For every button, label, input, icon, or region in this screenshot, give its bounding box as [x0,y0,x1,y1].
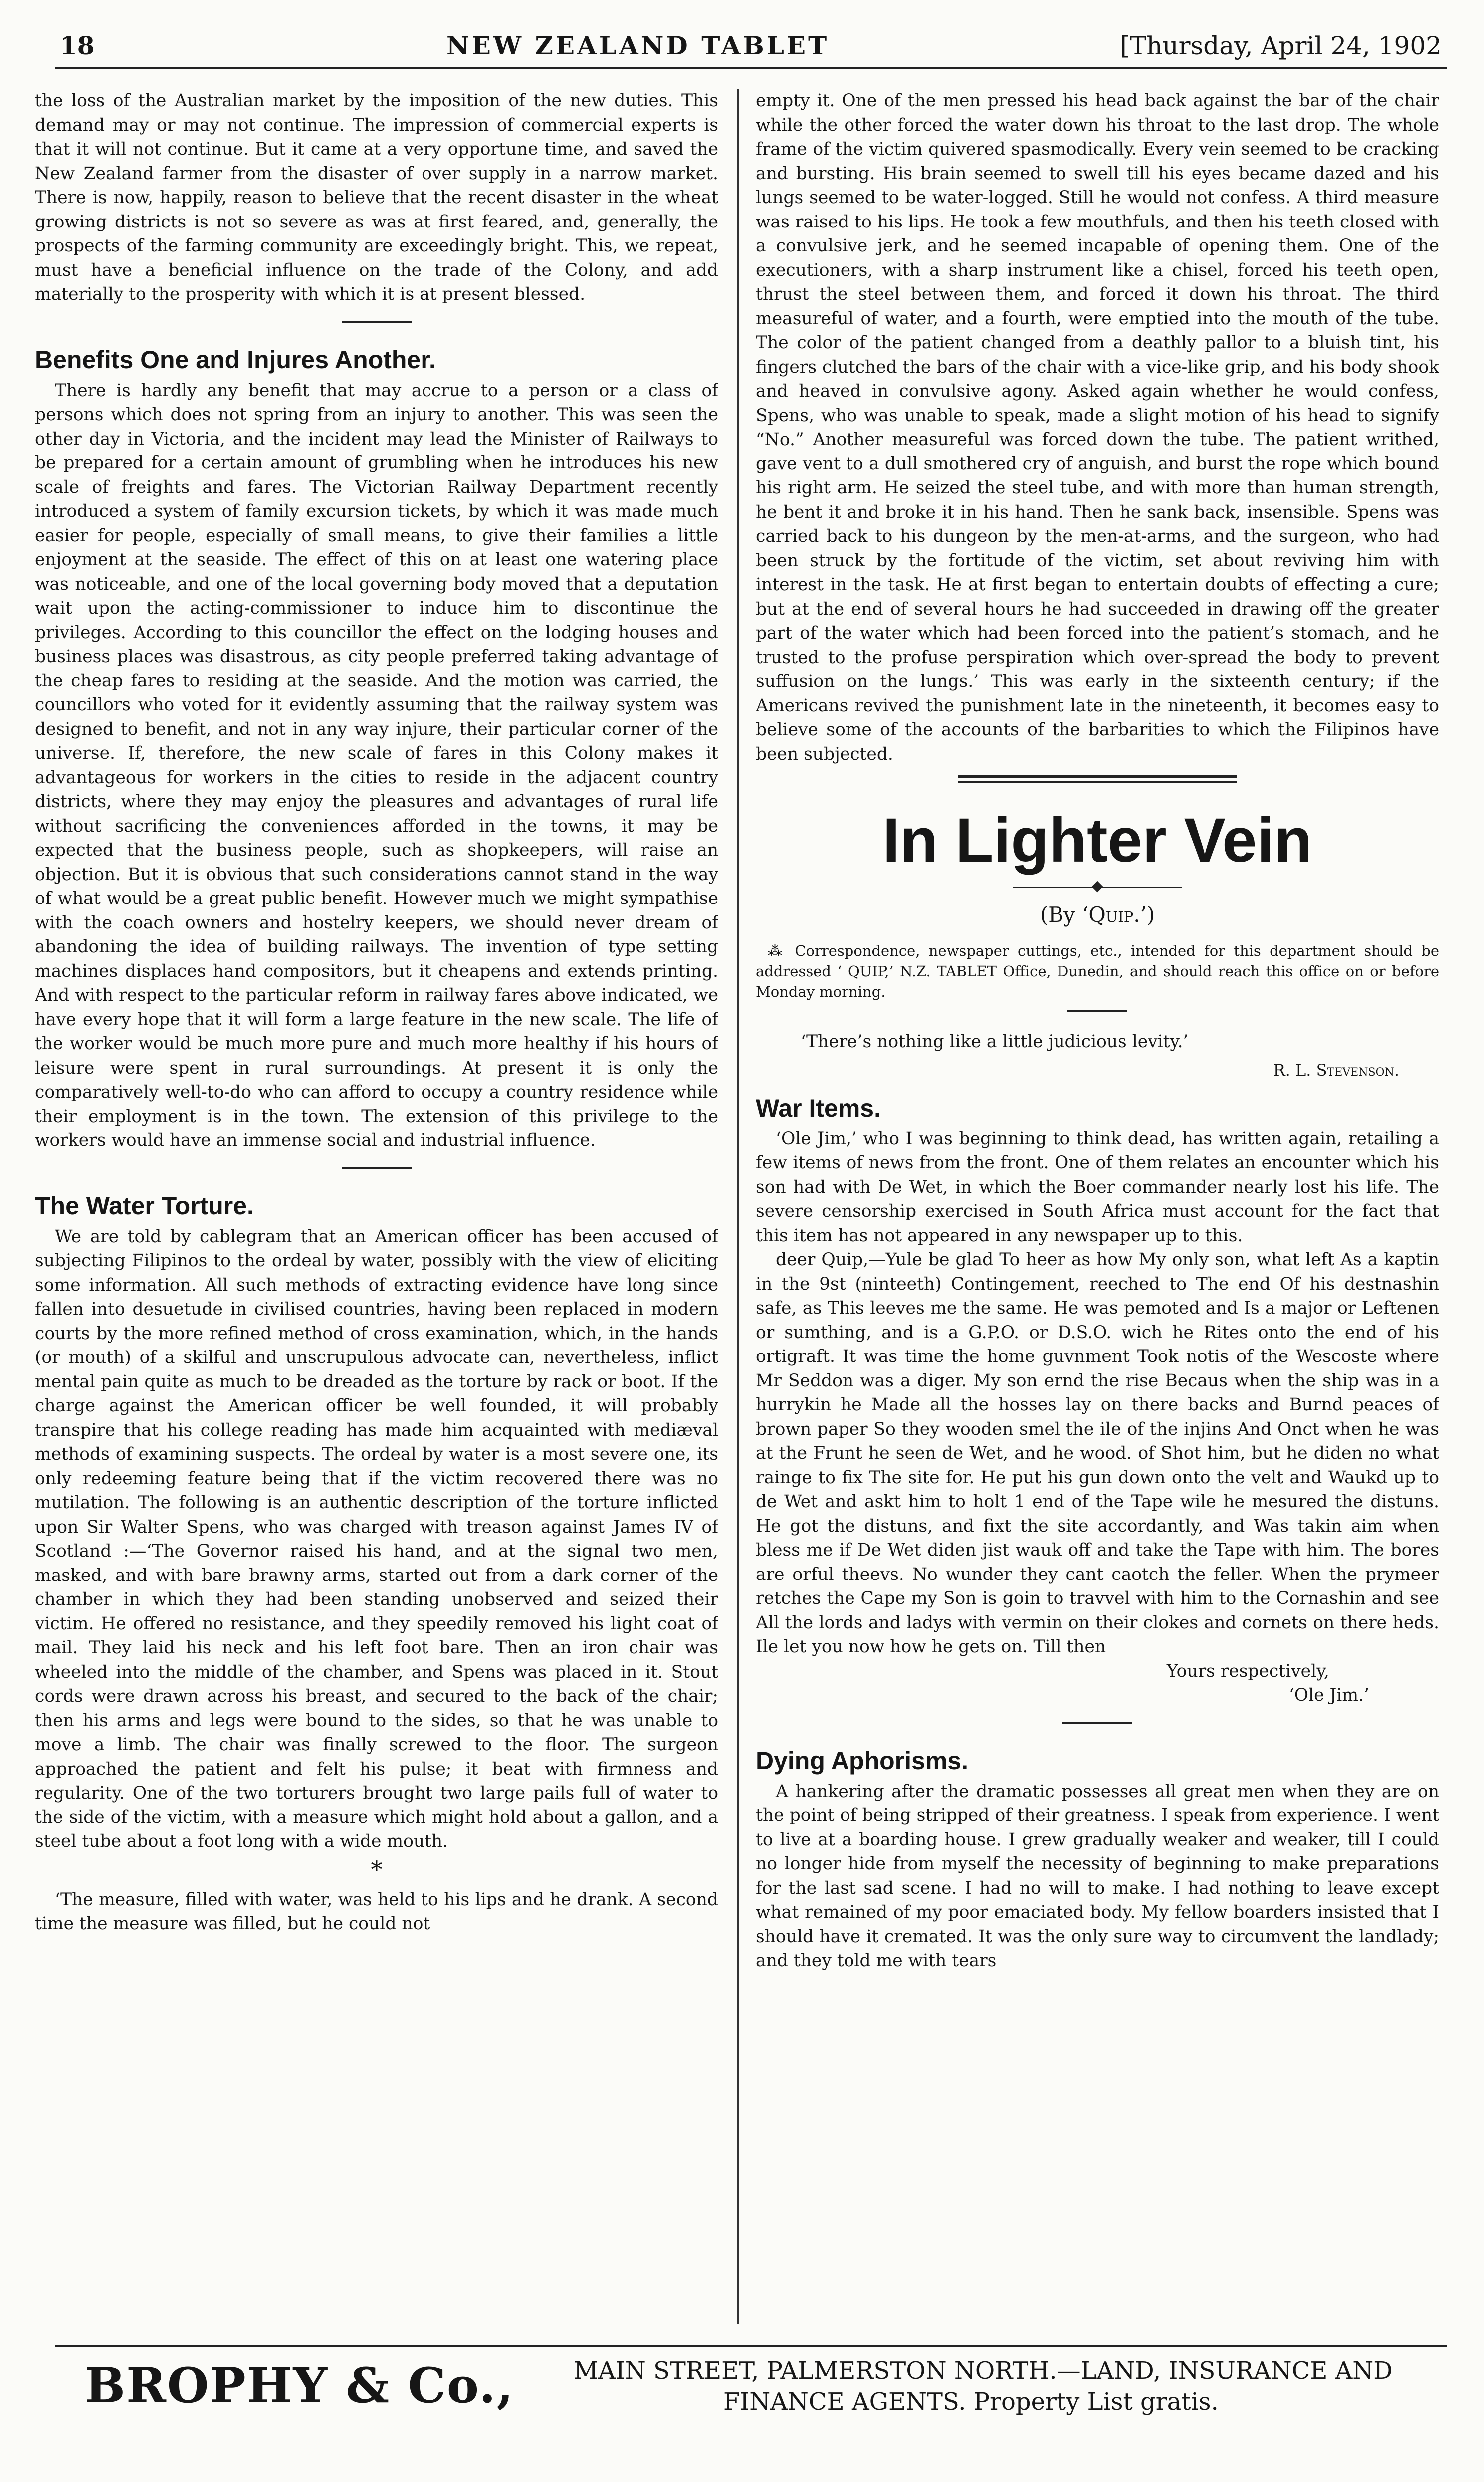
advertiser-name: BROPHY & Co., [85,2357,515,2414]
advertiser-address-line1: MAIN STREET, PALMERSTON NORTH.—LAND, INSURANCE AND [574,2357,1393,2385]
war-items-intro: ‘Ole Jim,’ who I was beginning to think dead, has written again, retailing a few items of news from the front. One of them relates an encounter which his son had with De Wet, in which the Boer commander nearly lost his life. The severe censorship exercised in South Africa must account for the fact that this item has not appeared in any newspaper up to this. [756,1128,1439,1246]
notice-divider [1067,1010,1127,1012]
column-rule [737,89,739,2324]
letter-sign-off: Yours respectively, [1166,1661,1329,1681]
letter-signature: ‘Ole Jim.’ [1288,1685,1369,1705]
diamond-ornament [1013,881,1182,893]
advertisement-footer [55,2345,1447,2447]
section-divider [342,321,412,323]
in-lighter-vein-title: In Lighter Vein [882,806,1312,875]
right-column [756,89,1439,2324]
water-torture-continued: empty it. One of the men pressed his head back against the bar of the chair while the other forced the water down his throat to the last drop. The whole frame of the victim quivered spasmodically. Every vein seemed to be cracking and bursting. His brain seemed to swell till his eyes became dazed and his lungs seemed to be water-logged. Still he would not confess. A third measure was raised to his lips. He took a few mouthfuls, and then his teeth closed with a convulsive jerk, and he seemed incapable of opening them. One of the executioners, with a sharp instrument like a chisel, forced his teeth open, thrust the steel between them, and forced it down his throat. The third measureful of water, and a fourth, were emptied into the mouth of the tube. The color of the patient changed from a deathly pallor to a bluish tint, his fingers clutched the bars of the chair with a vice-like grip, and his body shook and heaved in convulsive agony. Asked again whether he would confess, Spens, who was unable to speak, made a slight motion of his head to signify “No.” Another measureful was forced down the tube. The patient writhed, gave vent to a dull smothered cry of anguish, and burst the rope which bound his right arm. He seized the steel tube, and with more than human strength, he bent it and broke it in his hand. Then he sank back, insensible. Spens was carried back to his dungeon by the men-at-arms, and the surgeon, who had been struck by the fortitude of the victim, set about reviving him with interest in the task. He at first began to entertain doubts of effecting a cure; but at the end of several hours he had succeeded in drawing off the greater part of the water which had been forced into the patient’s stomach, and he trusted to the profuse perspiration which over-spread the body to prevent suffusion on the lungs.’ This was early in the sixteenth century; if the Americans revived the punishment late in the nineteenth, it becomes easy to believe some of the accounts of the barbarities to which the Filipinos have been subjected. [756,91,1439,764]
benefits-paragraph: There is hardly any benefit that may accrue to a person or a class of persons which does not spring from an injury to another. This was seen the other day in Victoria, and the incident may lead the Minister of Railways to be prepared for a certain amount of grumbling when he introduces his new scale of freights and fares. The Victorian Railway Department recently introduced a system of family excursion tickets, by which it was made much easier for people, especially of small means, to give their families a little enjoyment at the seaside. The effect of this on at least one watering place was noticeable, and one of the local governing body moved that a deputation wait upon the acting-commissioner to induce him to discontinue the privileges. According to this councillor the effect on the lodging houses and business places was disastrous, as city people preferred taking advantage of the cheap fares to residing at the seaside. And the motion was carried, the councillors who voted for it evidently assuming that the railway system was designed to benefit, and not in any way injure, their particular corner of the universe. If, therefore, the new scale of fares in this Colony makes it advantageous for workers in the cities to reside in the adjacent country districts, where they may enjoy the pleasures and advantages of rural life without sacrificing the conveniences afforded in the towns, it may be expected that the business people, such as shopkeepers, will raise an objection. But it is obvious that such considerations cannot stand in the way of what would be a great public benefit. However much we might sympathise with the coach owners and hostelry keepers, we should never dream of abandoning the idea of building railways. The invention of type setting machines displaces hand compositors, but it cheapens and extends printing. And with respect to the particular reform in railway fares above indicated, we have every hope that it will form a large feature in the new scale. The life of the worker would be much more pure and much more healthy if his hours of leisure were spent in rural surroundings. At present it is only the comparatively well-to-do who can afford to occupy a country residence while their employment is in the town. The extension of this privilege to the workers would have an immense social and industrial influence. [35,380,718,1150]
section-divider [1062,1722,1132,1724]
page-header [55,31,1447,69]
double-rule [958,775,1237,783]
war-items-heading: War Items. [756,1094,881,1122]
section-divider [342,1167,412,1169]
advertiser-address-line2: FINANCE AGENTS. Property List gratis. [723,2388,1219,2416]
water-torture-paragraph: We are told by cablegram that an American officer has been accused of subjecting Filipinos to the ordeal by water, possibly with the view of eliciting some information. All such methods of extracting evidence have long since fallen into desuetude in civilised countries, having been replaced in modern courts by the more refined method of cross examination, which, in the hands (or mouth) of a skilful and unscrupulous advocate can, nevertheless, inflict mental pain quite as much to be dreaded as the torture by rack or boot. If the charge against the American officer be well founded, it will probably transpire that his college reading has made him acquainted with mediæval methods of examining suspects. The ordeal by water is a most severe one, its only redeeming feature being that if the victim recovered there was no mutilation. The following is an authentic description of the torture inflicted upon Sir Walter Spens, who was charged with treason against James IV of Scotland :—‘The Governor raised his hand, and at the signal two men, masked, and with bare brawny arms, started out from a dark corner of the chamber in which they had been standing unobserved and seized their victim. He offered no resistance, and they speedily removed his light coat of mail. They laid his neck and his left foot bare. Then an iron chair was wheeled into the middle of the chamber, and Spens was placed in it. Stout cords were drawn across his breast, and secured to the back of the chair; then his arms and legs were bound to the sides, so that he was unable to move a limb. The chair was finally screwed to the floor. The surgeon approached the patient and felt his pulse; it beat with firmness and regularity. One of the two torturers brought two large pails full of water to the side of the victim, with a measure which might hold about a gallon, and a steel tube about a foot long with a wide mouth. [35,1226,718,1851]
epigraph-quote: ‘There’s nothing like a little judicious levity.’ [801,1032,1189,1052]
dying-aphorisms-heading: Dying Aphorisms. [756,1746,968,1775]
measure-paragraph: ‘The measure, filled with water, was held to his lips and he drank. A second time the measure was filled, but he could not [35,1889,718,1934]
left-column [35,89,718,2324]
ole-jim-letter: deer Quip,—Yule be glad To heer as how My only son, what left As a kaptin in the 9st (ninteeth) Contingement, reeched to The end Of his destnashin safe, as This leeves me the same. He was pemoted and Is a major or Leftenen or sumthing, and is a G.P.O. or D.S.O. wich he Rites onto the end of his ortigraft. It was time the home guvnment Took notis of the Wescoste where Mr Seddon was a diger. My son ernd the rise Becaus when the ship was in a hurrykin he Made all the hosses lay on there backs and Burnd peaces of brown paper So they wooden smel the ile of the injins And Onct when he was at the Frunt he seen de Wet, and he wood. of Shot him, but he diden no what rainge to fix The site for. He put his gun down onto the velt and Waukd up to de Wet and askt him to holt 1 end of the Tape wile he mesured the distuns. He got the distuns, and fixt the site accordantly, and Was takin aim when bless me if De Wet diden jist wauk off and take the Tape with him. The bores are orful theevs. No wunder they cant caotch the feller. When the prymeer retches the Cape my Son is goin to travvel with him to the Cornashin and see All the lords and ladys with vermin on their clokes and cornets on there heds. Ile let you now how he gets on. Till then [756,1250,1439,1657]
dying-aphorisms-paragraph: A hankering after the dramatic possesses all great men when they are on the point of being stripped of their greatness. I speak from experience. I went to live at a boarding house. I grew gradually weaker and weaker, till I could no longer hide from myself the necessity of beginning to make preparations for the last sad scene. I had no will to make. I had nothing to leave except what remained of my poor emaciated body. My fellow boarders insisted that I should have it cremated. It was the only sure way to circumvent the landlady; and they told me with tears [756,1781,1439,1971]
epigraph-attribution: R. L. Stevenson. [1273,1060,1399,1080]
newspaper-title: NEW ZEALAND TABLET [446,31,830,60]
page-number: 18 [60,31,95,60]
byline: (By ‘Quip.’) [1040,903,1155,927]
issue-date: [Thursday, April 24, 1902 [1120,31,1442,60]
benefits-heading: Benefits One and Injures Another. [35,345,436,374]
water-torture-heading: The Water Torture. [35,1191,254,1220]
correspondence-notice: ⁂ Correspondence, newspaper cuttings, etc., intended for this department should be addressed ‘ QUIP,’ N.Z. TABLET Office, Dunedin, and should reach this office on or before Monday morning. [756,942,1439,1000]
wheat-market-paragraph: the loss of the Australian market by the imposition of the new duties. This demand may or may not continue. The impression of commercial experts is that it will not continue. But it came at a very opportune time, and saved the New Zealand farmer from the disaster of over supply in a narrow market. There is now, happily, reason to believe that the recent disaster in the wheat growing districts is not so severe as was at first feared, and, generally, the prospects of the farming community are exceedingly bright. This, we repeat, must have a beneficial influence on the trade of the Colony, and add materially to the prosperity with which it is at present blessed. [35,91,718,304]
byline-name: Quip [1088,903,1134,927]
asterisk-divider: * [371,1855,383,1883]
